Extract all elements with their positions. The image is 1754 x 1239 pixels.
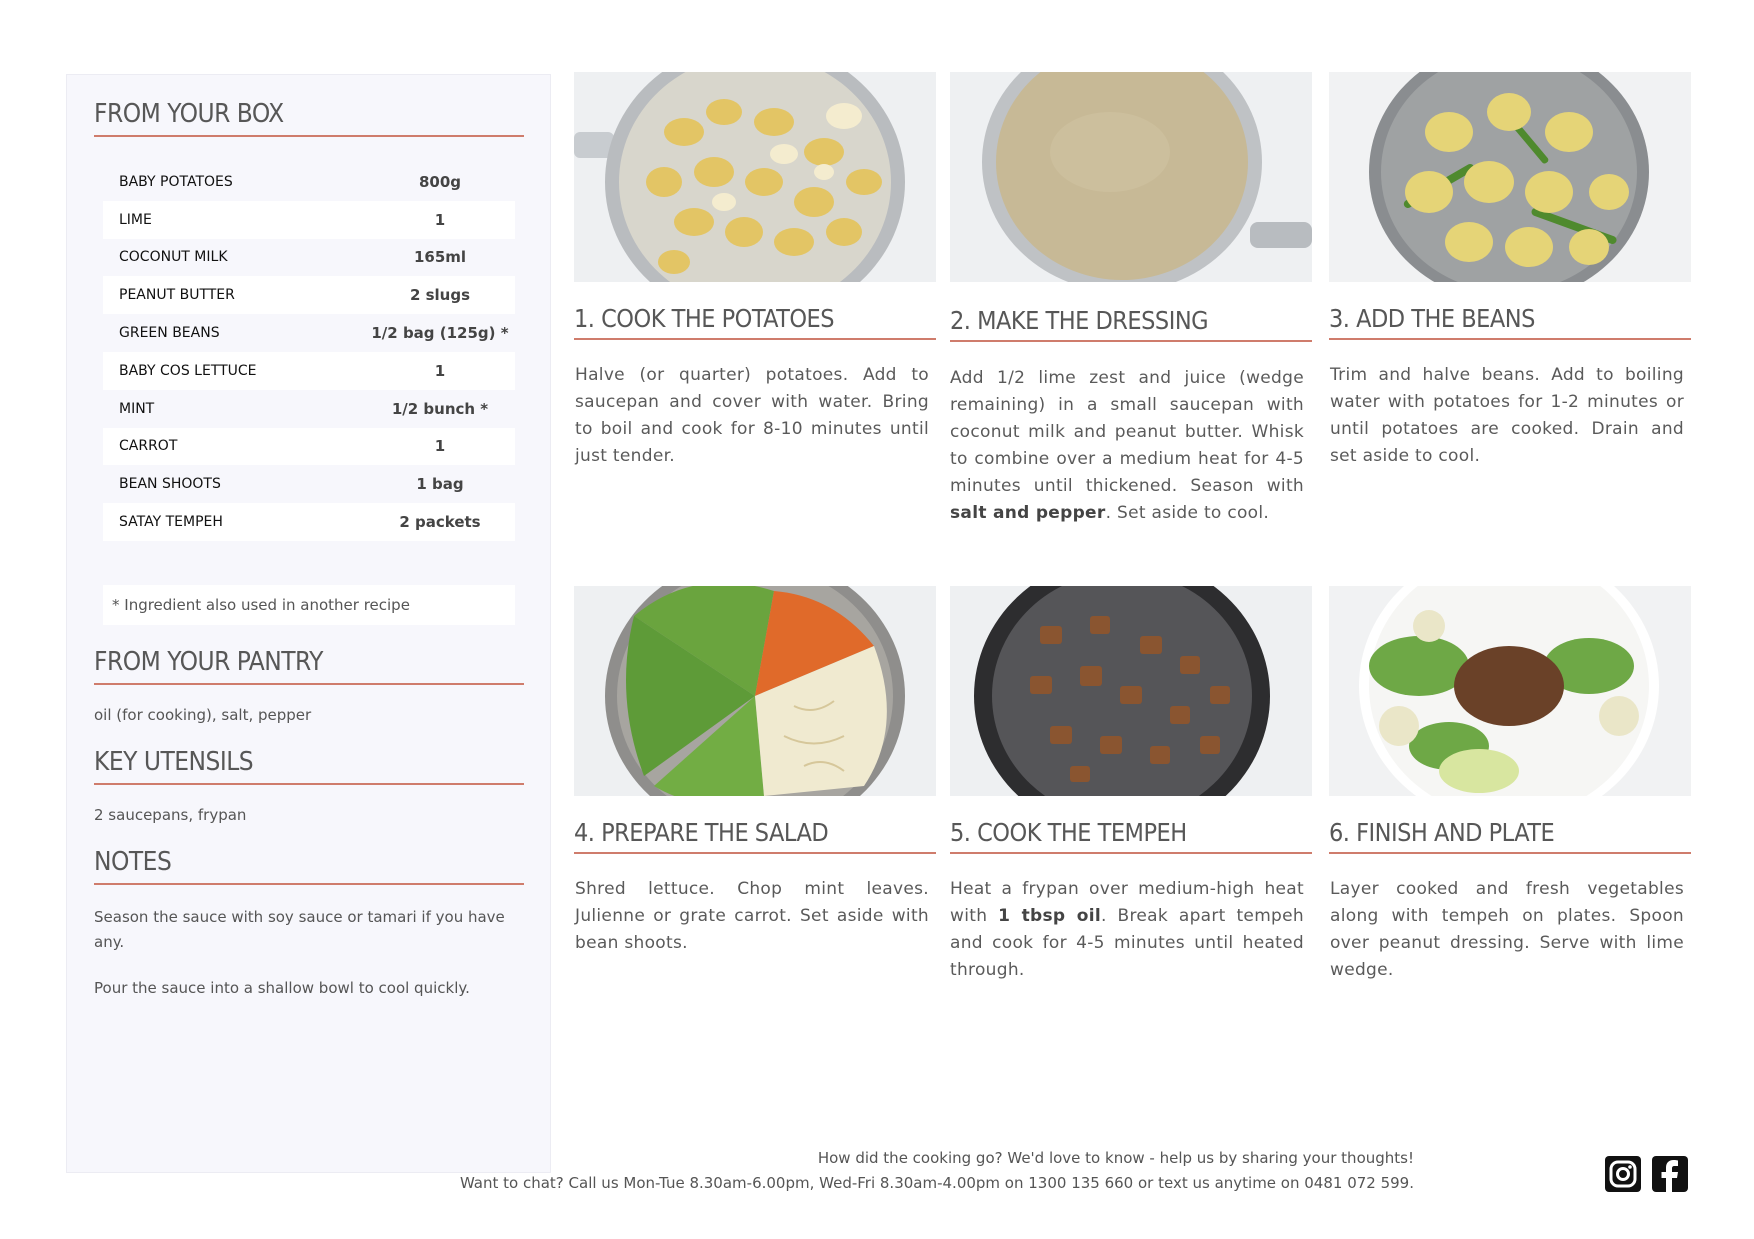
step-3-photo [1329, 72, 1691, 282]
ingredient-name: LIME [119, 211, 152, 228]
ingredient-row [103, 503, 515, 541]
ingredient-row [103, 465, 515, 503]
step-2-text: Add 1/2 lime zest and juice (wedge remaining) in a small saucepan with coconut milk and peanut butter. Whisk to combine over a medium heat for 4-5 minutes until thickened. Season with salt and pepper. Set aside to cool. [950, 368, 1304, 523]
ingredient-qty: 1/2 bunch * [391, 399, 489, 418]
ingredients-panel [66, 74, 551, 1173]
from-your-box-heading: FROM YOUR BOX [94, 99, 524, 137]
step-4-text: Shred lettuce. Chop mint leaves. Julienne or grate carrot. Set aside with bean shoots. [575, 879, 929, 953]
instagram-icon[interactable] [1605, 1156, 1641, 1192]
ingredient-qty: 1/2 bag (125g) * [371, 324, 509, 343]
ingredient-qty: 1 bag [416, 475, 464, 494]
step-4-title: 4. PREPARE THE SALAD [574, 818, 936, 854]
step-6-photo [1329, 586, 1691, 796]
step-2-photo [950, 72, 1312, 282]
ingredient-name: GREEN BEANS [119, 325, 220, 342]
note-text: Season the sauce with soy sauce or tamari if you have any. [94, 908, 505, 951]
ingredient-qty: 2 packets [399, 513, 481, 532]
ingredient-name: COCONUT MILK [119, 249, 228, 266]
step-3-text: Trim and halve beans. Add to boiling water with potatoes for 1-2 minutes or until potatoes are cooked. Drain and set aside to cool. [1330, 365, 1684, 466]
step-6-title: 6. FINISH AND PLATE [1329, 818, 1691, 854]
step-5-title: 5. COOK THE TEMPEH [950, 818, 1312, 854]
ingredient-row [103, 276, 515, 314]
utensils-text: 2 saucepans, frypan [94, 806, 247, 824]
ingredient-qty: 165ml [413, 248, 467, 267]
footer-contact-text: Want to chat? Call us Mon-Tue 8.30am-6.00pm, Wed-Fri 8.30am-4.00pm on 1300 135 660 or text us anytime on 0481 072 599. [459, 1174, 1414, 1192]
ingredient-qty: 1 [434, 437, 446, 456]
step-6-text: Layer cooked and fresh vegetables along with tempeh on plates. Spoon over peanut dressing. Serve with lime wedge. [1330, 879, 1684, 980]
ingredient-row [103, 314, 515, 352]
ingredient-name: BABY COS LETTUCE [119, 362, 257, 379]
ingredient-qty: 1 [434, 210, 446, 229]
pantry-text: oil (for cooking), salt, pepper [94, 706, 312, 724]
ingredient-name: CARROT [119, 438, 178, 455]
step-1-photo [574, 72, 936, 282]
step-4-photo [574, 586, 936, 796]
key-utensils-heading: KEY UTENSILS [94, 747, 524, 785]
from-your-pantry-heading: FROM YOUR PANTRY [94, 647, 524, 685]
note-text: Pour the sauce into a shallow bowl to cool quickly. [94, 979, 470, 997]
step-1-title: 1. COOK THE POTATOES [574, 304, 936, 340]
step-2-title: 2. MAKE THE DRESSING [950, 306, 1312, 342]
ingredient-qty: 2 slugs [409, 286, 471, 305]
footer-feedback-text: How did the cooking go? We'd love to know - help us by sharing your thoughts! [817, 1149, 1414, 1167]
ingredient-name: MINT [119, 400, 155, 417]
ingredient-name: BEAN SHOOTS [119, 476, 221, 493]
notes-heading: NOTES [94, 847, 524, 885]
ingredient-qty: 1 [434, 361, 446, 380]
ingredients-table [103, 163, 515, 541]
step-3-title: 3. ADD THE BEANS [1329, 304, 1691, 340]
ingredient-row [103, 390, 515, 428]
step-1-text: Halve (or quarter) potatoes. Add to saucepan and cover with water. Bring to boil and cook for 8-10 minutes until just tender. [575, 365, 929, 466]
ingredient-note: * Ingredient also used in another recipe [103, 585, 515, 625]
ingredient-row [103, 239, 515, 277]
ingredient-name: SATAY TEMPEH [119, 514, 223, 531]
ingredient-row [103, 352, 515, 390]
ingredient-name: PEANUT BUTTER [119, 287, 235, 304]
facebook-icon[interactable] [1652, 1156, 1688, 1192]
ingredient-row [103, 428, 515, 466]
step-5-photo [950, 586, 1312, 796]
ingredient-row [103, 163, 515, 201]
ingredient-row [103, 201, 515, 239]
ingredient-name: BABY POTATOES [119, 173, 233, 190]
step-5-text: Heat a frypan over medium-high heat with 1 tbsp oil. Break apart tempeh and cook for 4-5 minutes until heated through. [950, 879, 1304, 980]
ingredient-qty: 800g [418, 172, 462, 191]
